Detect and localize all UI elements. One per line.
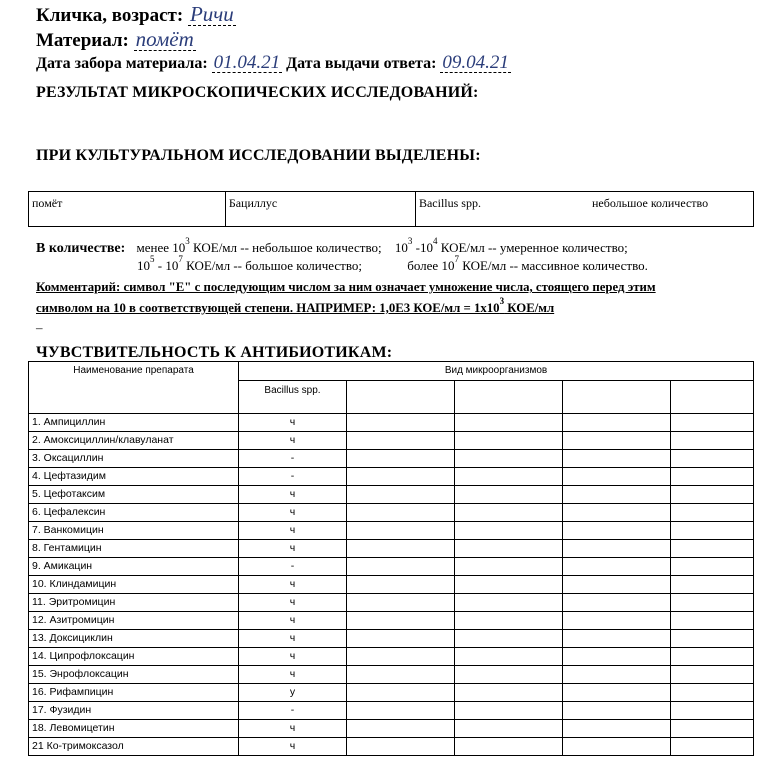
sensitivity-value-cell: ч (239, 612, 347, 630)
empty-cell (347, 594, 455, 612)
empty-cell (563, 522, 671, 540)
sensitivity-value-cell: - (239, 450, 347, 468)
empty-cell (347, 720, 455, 738)
empty-cell (671, 558, 754, 576)
table-row (29, 720, 754, 738)
empty-cell (347, 684, 455, 702)
collect-date-value: 01.04.21 (213, 52, 281, 73)
table-row (29, 486, 754, 504)
table-row (29, 702, 754, 720)
empty-cell (671, 666, 754, 684)
empty-cell (455, 702, 563, 720)
sensitivity-value-cell: у (239, 684, 347, 702)
comment-sup: 3 (499, 296, 505, 306)
culture-material-cell: помёт (29, 192, 226, 227)
drug-name-cell: 2. Амоксициллин/клавуланат (29, 432, 239, 450)
empty-cell (671, 594, 754, 612)
drug-name-cell: 11. Эритромицин (29, 594, 239, 612)
drug-name-cell: 17. Фузидин (29, 702, 239, 720)
empty-cell (455, 522, 563, 540)
table-row (29, 522, 754, 540)
table-row (29, 648, 754, 666)
table-row (29, 684, 754, 702)
empty-cell (455, 558, 563, 576)
empty-cell (563, 648, 671, 666)
empty-cell (347, 648, 455, 666)
table-row (29, 414, 754, 432)
empty-cell (563, 486, 671, 504)
comment-line-2 (36, 296, 554, 316)
table-header-row (29, 362, 754, 381)
table-row (29, 192, 754, 227)
empty-cell (563, 558, 671, 576)
table-row (29, 612, 754, 630)
empty-cell (455, 648, 563, 666)
empty-cell (347, 540, 455, 558)
empty-cell (563, 630, 671, 648)
culture-result-table (28, 191, 754, 227)
empty-cell (455, 486, 563, 504)
empty-cell (671, 720, 754, 738)
quantity-text: -10 (415, 240, 433, 255)
empty-cell (347, 576, 455, 594)
quantity-line-2 (137, 254, 648, 274)
empty-cell (563, 594, 671, 612)
empty-cell (671, 414, 754, 432)
material-value: помёт (135, 27, 194, 51)
table-row (29, 738, 754, 756)
empty-cell (563, 576, 671, 594)
drug-name-cell: 15. Энрофлоксацин (29, 666, 239, 684)
sensitivity-value-cell: ч (239, 738, 347, 756)
drug-name-cell: 8. Гентамицин (29, 540, 239, 558)
material-label: Материал: (36, 30, 129, 51)
empty-cell (455, 738, 563, 756)
dates-line (36, 53, 511, 73)
empty-cell (347, 486, 455, 504)
drug-name-cell: 13. Доксициклин (29, 630, 239, 648)
empty-cell (563, 540, 671, 558)
empty-cell (347, 702, 455, 720)
pet-name-label: Кличка, возраст: (36, 5, 184, 26)
empty-cell (455, 666, 563, 684)
pet-name-line (36, 4, 236, 27)
empty-cell (455, 576, 563, 594)
material-line (36, 29, 196, 52)
empty-cell (563, 504, 671, 522)
sensitivity-value-cell: - (239, 702, 347, 720)
table-row (29, 540, 754, 558)
drug-name-cell: 1. Ампициллин (29, 414, 239, 432)
sensitivity-value-cell: ч (239, 414, 347, 432)
empty-cell (455, 630, 563, 648)
empty-cell (455, 381, 563, 414)
drug-name-cell: 12. Азитромицин (29, 612, 239, 630)
empty-cell (347, 630, 455, 648)
quantity-text: 10 (137, 258, 150, 273)
empty-cell (671, 684, 754, 702)
issue-date-label: Дата выдачи ответа: (286, 55, 437, 72)
sensitivity-value-cell: ч (239, 486, 347, 504)
dash-mark: – (36, 320, 43, 335)
sensitivity-value-cell: ч (239, 594, 347, 612)
table-row (29, 504, 754, 522)
empty-cell (671, 576, 754, 594)
organism-group-header: Вид микроорганизмов (239, 362, 754, 381)
empty-cell (671, 738, 754, 756)
sensitivity-value-cell: - (239, 468, 347, 486)
empty-cell (455, 432, 563, 450)
quantity-text: КОЕ/мл -- умеренное количество; (440, 240, 628, 255)
empty-cell (347, 612, 455, 630)
empty-cell (347, 558, 455, 576)
drug-name-cell: 14. Ципрофлоксацин (29, 648, 239, 666)
empty-cell (347, 381, 455, 414)
sensitivity-value-cell: ч (239, 504, 347, 522)
empty-cell (455, 504, 563, 522)
quantity-sup: 7 (454, 254, 459, 264)
culture-organism-ru-cell: Бациллус (225, 192, 415, 227)
drug-name-cell: 7. Ванкомицин (29, 522, 239, 540)
quantity-text: КОЕ/мл -- массивное количество. (462, 258, 648, 273)
comment-line-1: Комментарий: символ "Е" с последующим числом за ним означает умножение числа, стоящего перед этим (36, 280, 656, 294)
microscopy-heading: РЕЗУЛЬТАТ МИКРОСКОПИЧЕСКИХ ИССЛЕДОВАНИЙ: (36, 84, 479, 101)
sensitivity-heading: ЧУВСТВИТЕЛЬНОСТЬ К АНТИБИОТИКАМ: (36, 344, 393, 361)
table-row (29, 468, 754, 486)
empty-cell (455, 450, 563, 468)
comment-text: КОЕ/мл (504, 301, 555, 315)
empty-cell (563, 468, 671, 486)
quantity-text: - 10 (157, 258, 179, 273)
empty-cell (563, 414, 671, 432)
sensitivity-value-cell: ч (239, 576, 347, 594)
drug-name-cell: 9. Амикацин (29, 558, 239, 576)
empty-cell (671, 540, 754, 558)
empty-cell (671, 432, 754, 450)
sensitivity-value-cell: ч (239, 720, 347, 738)
drug-column-header: Наименование препарата (29, 362, 239, 414)
empty-cell (563, 738, 671, 756)
empty-cell (455, 684, 563, 702)
sensitivity-value-cell: ч (239, 540, 347, 558)
sensitivity-table (28, 361, 754, 756)
drug-name-cell: 3. Оксациллин (29, 450, 239, 468)
empty-cell (563, 432, 671, 450)
culture-organism-lat: Bacillus spp. (418, 196, 481, 210)
drug-name-cell: 4. Цефтазидим (29, 468, 239, 486)
empty-cell (455, 612, 563, 630)
drug-name-cell: 16. Рифампицин (29, 684, 239, 702)
drug-name-cell: 6. Цефалексин (29, 504, 239, 522)
empty-cell (455, 468, 563, 486)
empty-cell (455, 540, 563, 558)
table-row (29, 558, 754, 576)
empty-cell (563, 450, 671, 468)
quantity-sup: 3 (407, 236, 413, 246)
drug-name-cell: 5. Цефотаксим (29, 486, 239, 504)
table-row (29, 576, 754, 594)
table-row (29, 450, 754, 468)
sensitivity-value-cell: ч (239, 630, 347, 648)
quantity-text: 10 (394, 240, 408, 255)
empty-cell (563, 702, 671, 720)
empty-cell (671, 702, 754, 720)
sensitivity-value-cell: ч (239, 666, 347, 684)
pet-name-value: Ричи (189, 2, 234, 26)
empty-cell (671, 450, 754, 468)
empty-cell (671, 612, 754, 630)
empty-cell (671, 648, 754, 666)
empty-cell (455, 594, 563, 612)
empty-cell (347, 504, 455, 522)
empty-cell (347, 468, 455, 486)
quantity-text: менее 10 (136, 240, 186, 255)
table-row (29, 630, 754, 648)
culture-heading: ПРИ КУЛЬТУРАЛЬНОМ ИССЛЕДОВАНИИ ВЫДЕЛЕНЫ: (36, 147, 481, 164)
empty-cell (671, 486, 754, 504)
empty-cell (347, 450, 455, 468)
empty-cell (563, 381, 671, 414)
quantity-sup: 3 (185, 236, 190, 246)
empty-cell (347, 738, 455, 756)
drug-name-cell: 18. Левомицетин (29, 720, 239, 738)
quantity-sup: 4 (432, 236, 438, 246)
empty-cell (563, 720, 671, 738)
sensitivity-value-cell: ч (239, 522, 347, 540)
sensitivity-value-cell: ч (239, 648, 347, 666)
empty-cell (671, 468, 754, 486)
quantity-sup: 7 (178, 254, 183, 264)
empty-cell (455, 720, 563, 738)
collect-date-label: Дата забора материала: (36, 55, 208, 72)
quantity-text: КОЕ/мл -- большое количество; (186, 258, 362, 273)
empty-cell (347, 432, 455, 450)
table-row (29, 666, 754, 684)
sensitivity-value-cell: - (239, 558, 347, 576)
sensitivity-value-cell: ч (239, 432, 347, 450)
culture-amount: небольшое количество (591, 196, 709, 210)
empty-cell (347, 414, 455, 432)
quantity-text: более 10 (407, 258, 455, 273)
drug-name-cell: 10. Клиндамицин (29, 576, 239, 594)
empty-cell (563, 666, 671, 684)
quantity-sup: 5 (150, 254, 155, 264)
comment-text: символом на 10 в соответствующей степени. НАПРИМЕР: 1,0Е3 КОЕ/мл = 1х10 (36, 301, 500, 315)
table-row (29, 594, 754, 612)
empty-cell (563, 684, 671, 702)
empty-cell (671, 504, 754, 522)
empty-cell (455, 414, 563, 432)
quantity-text: КОЕ/мл -- небольшое количество; (193, 240, 382, 255)
empty-cell (671, 522, 754, 540)
drug-name-cell: 21 Ко-тримоксазол (29, 738, 239, 756)
table-row (29, 432, 754, 450)
organism-column-header: Bacillus spp. (239, 381, 347, 414)
empty-cell (347, 522, 455, 540)
issue-date-value: 09.04.21 (442, 52, 509, 73)
culture-organism-cell (415, 192, 753, 227)
empty-cell (347, 666, 455, 684)
empty-cell (563, 612, 671, 630)
empty-cell (671, 381, 754, 414)
quantity-label: В количестве: (36, 241, 126, 256)
empty-cell (671, 630, 754, 648)
